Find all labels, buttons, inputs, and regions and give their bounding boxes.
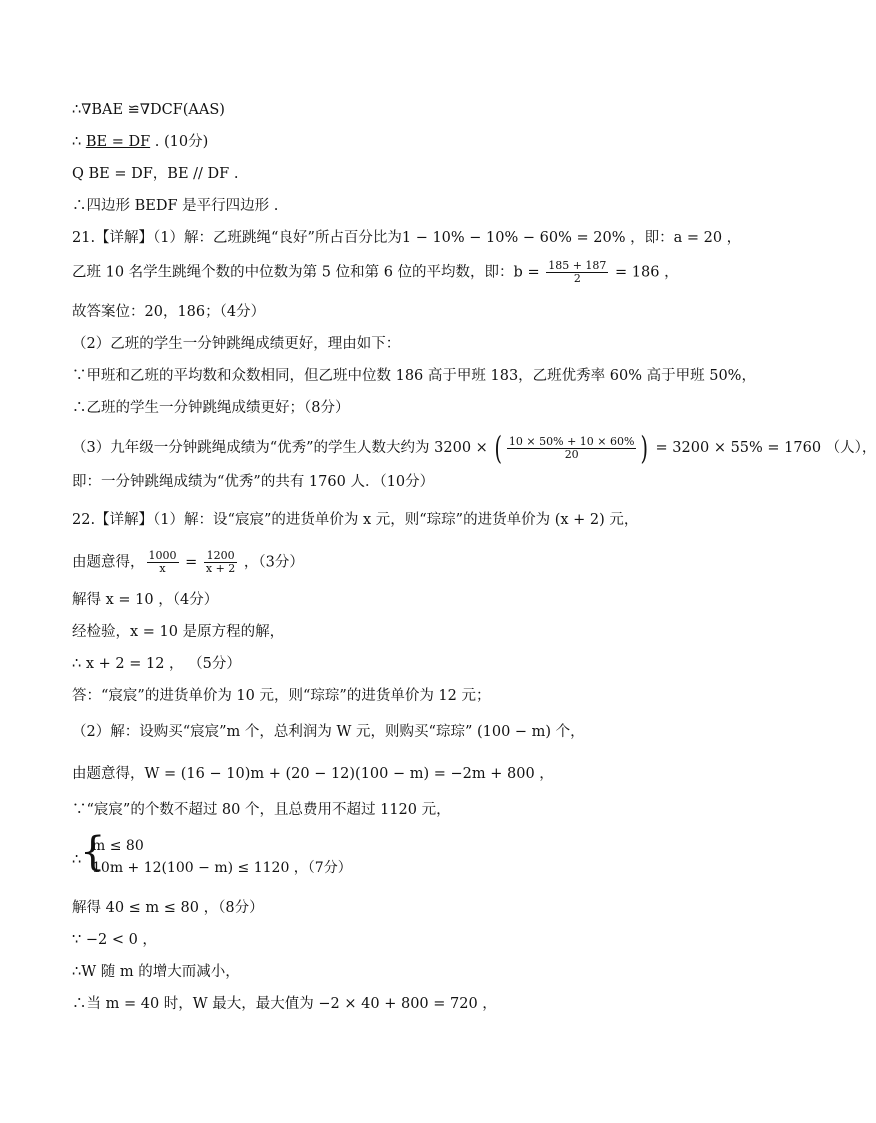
fraction-excellent-rate: $\frac{10 \times 50\% + 10 \times 60\%}{20}$ xyxy=(508,434,635,461)
line-q22-part1: 22.【详解】（1）解：设“宸宸”的进货单价为 x 元，则“琮琮”的进货单价为 (x + 2) 元， xyxy=(72,512,639,528)
line-negative-slope: ∵ −2 < 0 ， xyxy=(72,932,157,948)
line-conclusion-q21-2: ∴乙班的学生一分钟跳绳成绩更好；（8分） xyxy=(72,400,350,416)
line-solve-m: 解得 40 ≤ m ≤ 80 ，（8分） xyxy=(72,900,264,916)
line-answer-q21-3: 即：一分钟跳绳成绩为“优秀”的共有 1760 人．（10分） xyxy=(72,474,435,490)
line-congruence: ∴∇BAE ≌∇DCF(AAS) xyxy=(72,102,225,118)
line-q21-part3: （3）九年级一分钟跳绳成绩为“优秀”的学生人数大约为 3200 × ( $\frac{10 \times 50\% + 10 \times 60\%}{20}$ ) = 3200 × 55% = 1760 （人）， xyxy=(72,429,876,467)
line-q21-part1: 21.【详解】（1）解：乙班跳绳“良好”所占百分比为1 − 10% − 10% − 60% = 20% ，即：a = 20 ， xyxy=(72,230,742,246)
line-reason: ∵甲班和乙班的平均数和众数相同，但乙班中位数 186 高于甲班 183，乙班优秀率 60% 高于甲班 50%， xyxy=(72,368,756,384)
line-verify: 经检验，x = 10 是原方程的解， xyxy=(72,624,285,640)
line-x-plus-2: ∴ x + 2 = 12 ， （5分） xyxy=(72,656,241,672)
brace: { xyxy=(80,829,106,875)
underlined-formula: BE = DF xyxy=(85,134,151,150)
fraction-right: $\frac{1200}{x + 2}$ xyxy=(205,549,236,575)
line-maximum: ∴当 m = 40 时，W 最大，最大值为 −2 × 40 + 800 = 720 ， xyxy=(72,996,497,1012)
line-decreasing: ∴W 随 m 的增大而减小， xyxy=(72,964,240,980)
fraction-left: $\frac{1000}{x}$ xyxy=(148,549,177,575)
inequality-2: 10m + 12(100 − m) ≤ 1120 ，（7分） xyxy=(92,860,352,876)
line-q21-part2: （2）乙班的学生一分钟跳绳成绩更好，理由如下： xyxy=(72,336,401,352)
line-parallelogram: ∴四边形 BEDF 是平行四边形 . xyxy=(72,198,279,214)
line-answer-q22-1: 答：“宸宸”的进货单价为 10 元，则“琮琮”的进货单价为 12 元； xyxy=(72,688,491,704)
line-median: 乙班 10 名学生跳绳个数的中位数为第 5 位和第 6 位的平均数，即：b = $\frac{185 + 187}{2}$ = 186 ， xyxy=(72,259,679,285)
line-be-parallel-df: Q BE = DF，BE // DF . xyxy=(72,166,239,182)
line-answer-q21-1: 故答案位：20，186；（4分） xyxy=(72,304,266,320)
inequality-1: m ≤ 80 xyxy=(92,838,144,854)
line-constraints: ∵“宸宸”的个数不超过 80 个，且总费用不超过 1120 元， xyxy=(72,802,451,818)
line-profit-function: 由题意得，W = (16 − 10)m + (20 − 12)(100 − m) = −2m + 800 ， xyxy=(72,766,554,782)
line-q22-part2: （2）解：设购买“宸宸”m 个，总利润为 W 元，则购买“琮琮” (100 − m) 个， xyxy=(72,724,585,740)
fraction-median: $\frac{185 + 187}{2}$ xyxy=(548,259,607,285)
line-equation: 由题意得， $\frac{1000}{x}$ = $\frac{1200}{x + 2}$ ，（3分） xyxy=(72,549,304,575)
line-be-equals-df: ∴ BE = DF . (10分) xyxy=(72,134,209,150)
line-solve-x: 解得 x = 10 ，（4分） xyxy=(72,592,219,608)
therefore-symbol: ∴ xyxy=(72,852,82,868)
